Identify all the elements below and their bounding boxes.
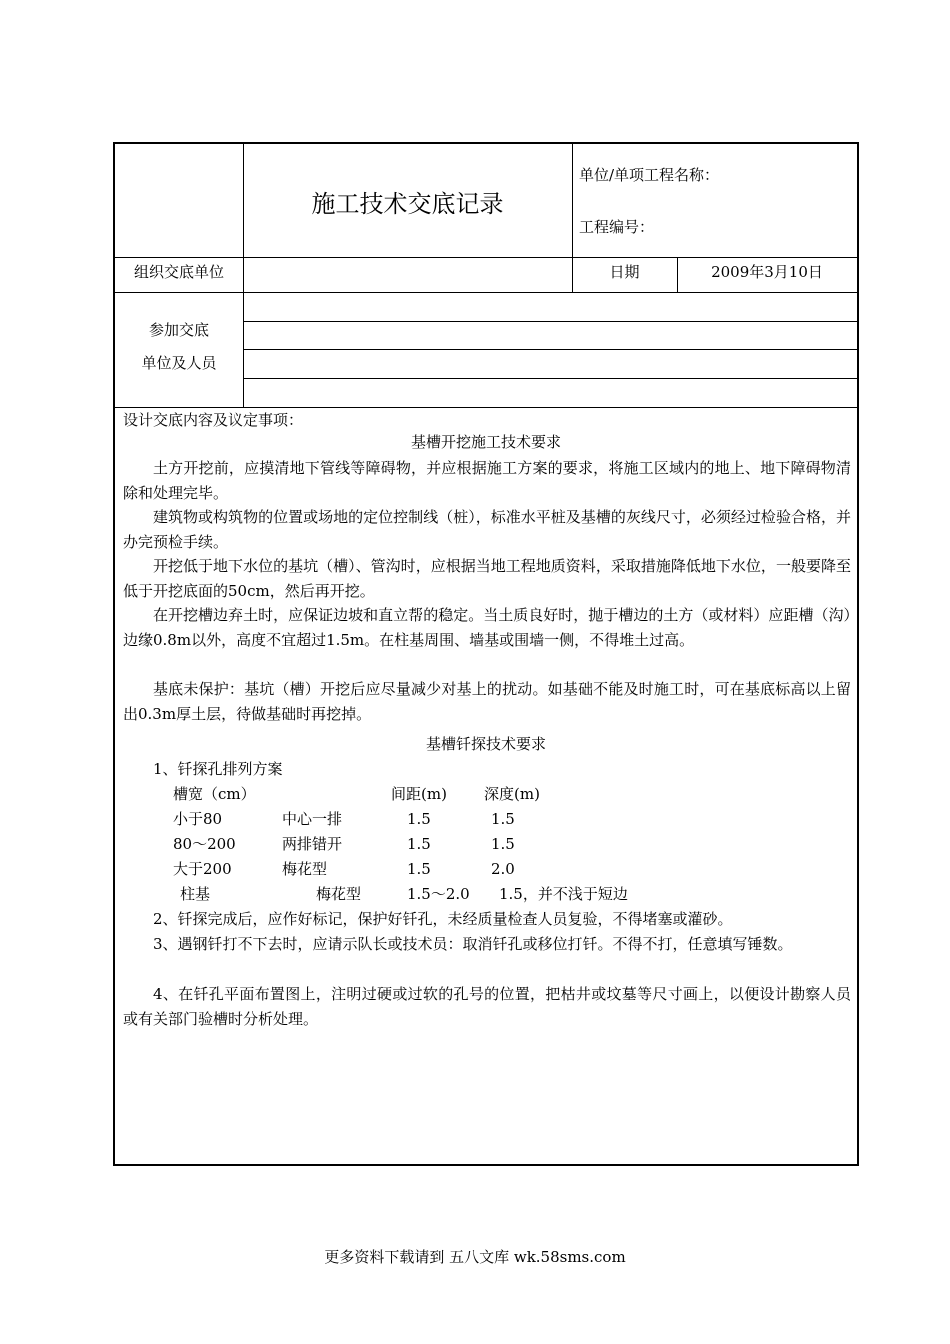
paragraph: 开挖低于地下水位的基坑（槽）、管沟时，应根据当地工程地质资料，采取措施降低地下水位，一般要降至低于开挖底面的50cm，然后再开挖。 [123,557,851,600]
table-header-depth: 深度(m) [484,785,540,803]
paragraph: 土方开挖前，应摸清地下管线等障碍物，并应根据施工方案的要求，将施工区域内的地上、地下障碍物清除和处理完毕。 [123,459,851,502]
divider [243,349,857,350]
divider [243,378,857,379]
paragraph: 建筑物或构筑物的位置或场地的定位控制线（桩），标准水平桩及基槽的灰线尺寸，必须经过检验合格，并办完预检手续。 [123,508,851,551]
participants-label: 参加交底 [148,321,209,339]
record-form: 施工技术交底记录 单位/单项工程名称： 工程编号： 组织交底单位 日期 2009年3月10日 参加交底 单位及人员 设计交底内容及议定事项： 基槽开挖施工技术要求 土方开挖前，应摸清地下管线等障碍物，并应根据施工方案的要求，将施工区域内的地上、地下障碍物清除和处理完毕。 建筑物或构筑物的位置或场地的定位控制线（桩），标准水平桩及基槽的灰线尺寸，必须经过检验合格，并办完预检手续。 开挖低于地下水位的基坑（槽）、管沟时，应根据当地工程地质资料，采取措施降低地下水位，一般要降至低于开挖底面的50cm，然后再开挖。 在开挖槽边弃土时，应保证边坡和直立帮的稳定。当土质良好时，抛于槽边的土方（或材料）应距槽（沟）边缘0.8m以外，高度不宜超过1.5m。在柱基周围、墙基或围墙一侧，不得堆土过高。 基底未保护：基坑（槽）开挖后应尽量减少对基上的扰动。如基础不能及时施工时，可在基底标高以上留出0.3m厚土层，待做基础时再挖掉。 基槽钎探技术要求 1、钎探孔排列方案 槽宽（cm） 间距(m) 深度(m) 小于80 中心一排 1.5 1.5 80～200 两排错开 1.5 1.5 大于200 梅花型 1.5 2.0 柱基 梅花型 1.5～2.0 1.5，并不浅于短边 2、钎探完成后，应作好标记，保护好钎孔，未经质量检查人员复验，不得堵塞或灌砂。 3、遇钢钎打不下去时，应请示队长或技术员：取消钎孔或移位打钎。不得不打，任意填写锤数。 4、在钎孔平面布置图上，注明过硬或过软的孔号的位置，把枯井或坟墓等尺寸画上，以便设计勘察人员或有关部门验槽时分析处理。 [113,142,859,1166]
section-title: 基槽开挖施工技术要求 [410,433,561,451]
paragraph: 在开挖槽边弃土时，应保证边坡和直立帮的稳定。当土质良好时，抛于槽边的土方（或材料）应距槽（沟）边缘0.8m以外，高度不宜超过1.5m。在柱基周围、墙基或围墙一侧，不得堆土过高。 [123,606,851,649]
table-header-spacing: 间距(m) [391,785,447,803]
participants-label: 单位及人员 [141,354,217,372]
list-item: 4、在钎孔平面布置图上，注明过硬或过软的孔号的位置，把枯井或坟墓等尺寸画上，以便设计勘察人员或有关部门验槽时分析处理。 [123,985,851,1028]
page-title: 施工技术交底记录 [311,190,504,218]
divider [243,292,244,408]
list-item: 2、钎探完成后，应作好标记，保护好钎孔，未经质量检查人员复验，不得堵塞或灌砂。 [153,910,733,928]
section-title: 基槽钎探技术要求 [425,735,546,753]
org-label: 组织交底单位 [133,263,224,281]
list-item: 1、钎探孔排列方案 [153,760,283,778]
divider [572,144,573,258]
list-item: 3、遇钢钎打不下去时，应请示队长或技术员：取消钎孔或移位打钎。不得不打，任意填写锤数。 [153,935,793,953]
table-header-width: 槽宽（cm） [173,785,256,803]
divider [243,321,857,322]
divider [115,292,857,293]
project-name-label: 单位/单项工程名称： [579,166,720,184]
divider [115,257,857,258]
footer-text: 更多资料下载请到 五八文库 wk.58sms.com [324,1248,626,1266]
divider [243,257,244,293]
date-value: 2009年3月10日 [711,263,823,281]
project-number-label: 工程编号： [579,218,655,236]
paragraph: 基底未保护：基坑（槽）开挖后应尽量减少对基上的扰动。如基础不能及时施工时，可在基底标高以上留出0.3m厚土层，待做基础时再挖掉。 [123,680,851,723]
content-intro: 设计交底内容及议定事项： [123,411,304,429]
date-label: 日期 [609,263,640,281]
